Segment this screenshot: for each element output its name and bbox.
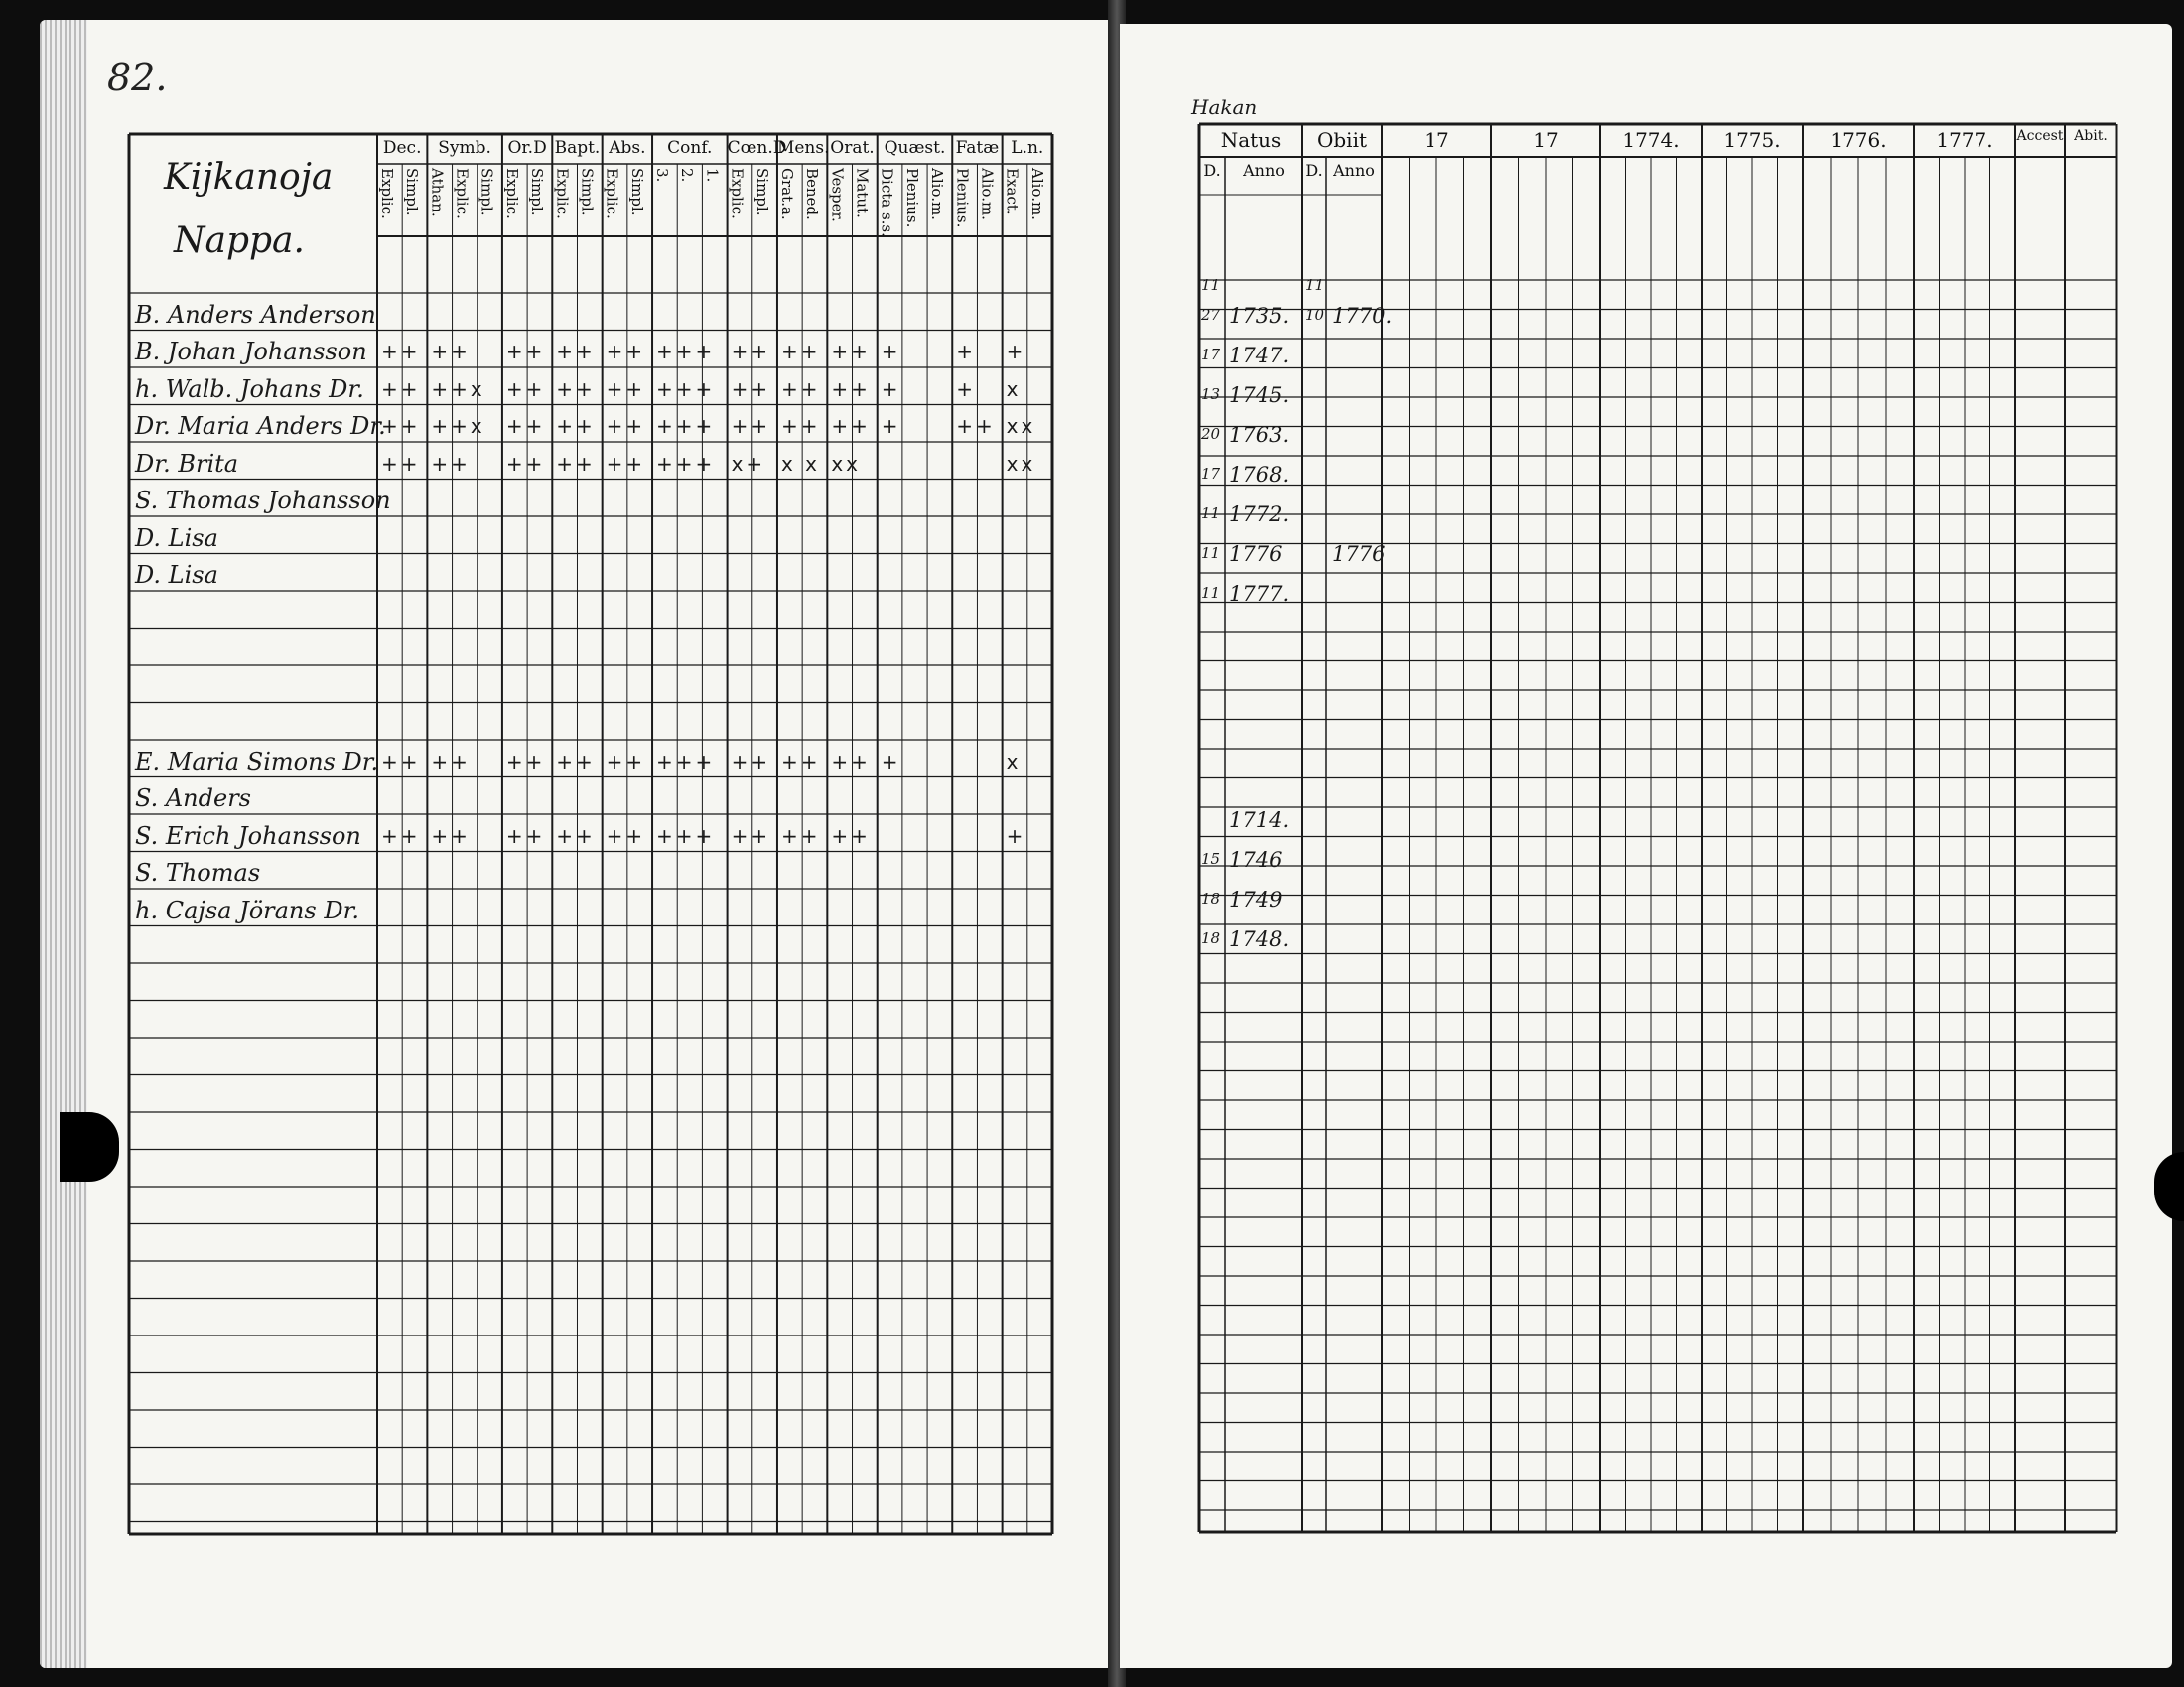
catechism-mark: x [1006,376,1022,401]
left-sub-mens-1: Bened. [803,168,822,220]
natus-year: 1714. [1229,808,1290,832]
left-header-ord: Or.D [507,138,547,158]
left-header-ln: L.n. [1011,138,1044,158]
left-sub-symb-0: Athan. [428,168,447,217]
left-sub-orat-1: Matut. [853,168,872,218]
natus-day: 13 [1201,385,1221,403]
natus-day: 15 [1201,850,1221,868]
right-header-label: 17 [1424,128,1449,152]
right-header-label: 1776. [1830,128,1887,152]
right-sub-anno: Anno [1243,161,1285,180]
left-sub-ln-1: Alio.m. [1027,168,1046,220]
catechism-mark: +++ [656,414,716,438]
catechism-mark: ++ [780,340,821,363]
natus-day: 27 [1201,306,1221,324]
right-header-label: 1775. [1723,128,1781,152]
natus-year: 1735. [1229,304,1290,328]
catechism-mark: ++ [505,749,546,773]
left-sub-bapt-1: Simpl. [578,168,597,216]
person-name: D. Lisa [135,523,218,552]
person-name: E. Maria Simons Dr. [135,747,379,775]
right-header-label: 17 [1533,128,1559,152]
person-name: Dr. Brita [135,449,239,478]
catechism-mark: ++ [731,823,771,848]
catechism-mark: ++ [431,451,471,476]
left-header-mens: Mens. [776,138,830,158]
catechism-mark: ++x [431,414,485,438]
catechism-mark: ++ [731,414,771,438]
left-sub-ord-0: Explic. [502,168,521,219]
catechism-mark: ++ [431,823,471,848]
right-top-note: Hakan [1191,95,1258,119]
right-header-label: Accest [2016,128,2064,144]
catechism-mark: + [1006,823,1026,848]
catechism-mark: ++x [431,376,485,401]
catechism-mark: ++ [381,749,421,773]
left-sub-dec-1: Simpl. [403,168,422,216]
left-sub-symb-2: Simpl. [478,168,496,216]
natus-day: 18 [1201,929,1221,947]
catechism-mark: + [881,749,901,773]
catechism-mark: ++ [606,451,646,476]
catechism-mark: ++ [505,376,546,401]
catechism-mark: +++ [656,823,716,848]
right-header-label: 1777. [1936,128,1993,152]
left-sub-abs-1: Simpl. [627,168,646,216]
catechism-mark: ++ [381,823,421,848]
left-header-bapt: Bapt. [554,138,601,158]
catechism-mark: ++ [505,823,546,848]
natus-year: 1745. [1229,383,1290,407]
natus-year: 1747. [1229,344,1290,367]
person-name: B. Johan Johansson [135,338,367,365]
catechism-mark: ++ [556,451,596,476]
natus-year: 1749 [1229,888,1283,912]
catechism-mark: ++ [556,340,596,363]
catechism-mark: + [881,340,901,363]
left-sub-symb-1: Explic. [453,168,472,219]
right-sub-day: D. [1305,161,1323,180]
left-sub-mens-0: Grat.a. [777,168,796,220]
catechism-mark: ++ [606,749,646,773]
left-header-abs: Abs. [609,138,646,158]
left-header-quaest: Quæst. [884,138,946,158]
left-header-symb: Symb. [438,138,491,158]
natus-year: 1768. [1229,463,1290,487]
left-sub-abs-0: Explic. [603,168,621,219]
left-sub-ln-0: Exact. [1003,168,1022,215]
left-sub-conf-1: 2. [678,168,697,183]
catechism-mark: ++ [831,749,871,773]
left-sub-quaest-1: Plenius. [902,168,921,228]
obiit-day: 10 [1305,306,1325,324]
left-sub-fata-1: Alio.m. [978,168,997,220]
right-header-label: 1774. [1622,128,1680,152]
left-sub-fata-0: Plenius. [953,168,972,228]
obiit-year: 1770. [1332,304,1393,328]
catechism-mark: ++ [606,414,646,438]
obiit-year: 1776 [1332,542,1386,566]
catechism-mark: +++ [656,340,716,363]
catechism-mark: +++ [656,376,716,401]
catechism-mark: ++ [780,823,821,848]
catechism-mark: + [1006,340,1026,363]
natus-day: 11 [1201,544,1221,562]
catechism-mark: ++ [780,749,821,773]
catechism-mark: ++ [556,376,596,401]
left-sub-bapt-0: Explic. [553,168,572,219]
catechism-mark: ++ [831,414,871,438]
left-header-fata: Fatæ [955,138,1000,158]
person-name: B. Anders Anderson [135,300,376,329]
person-name: h. Cajsa Jörans Dr. [135,896,360,924]
catechism-mark: ++ [381,376,421,401]
natus-year: 1763. [1229,423,1290,447]
natus-year: 1746 [1229,848,1283,872]
right-header-label: Natus [1220,128,1282,152]
natus-year: 1776 [1229,542,1283,566]
person-name: D. Lisa [135,561,218,589]
catechism-mark: ++ [831,823,871,848]
catechism-mark: ++ [556,823,596,848]
catechism-mark: ++ [731,376,771,401]
catechism-mark: ++ [731,340,771,363]
natus-day: 18 [1201,890,1221,908]
village-name-line-2: Nappa. [174,220,305,261]
left-sub-dec-0: Explic. [378,168,396,219]
natus-day: 17 [1201,465,1221,483]
catechism-mark: + [881,414,901,438]
catechism-mark: ++ [381,451,421,476]
left-header-cond: Cœn.D [727,138,787,158]
catechism-mark: ++ [556,749,596,773]
left-sub-cond-1: Simpl. [752,168,771,216]
catechism-mark: ++ [505,451,546,476]
catechism-mark: ++ [606,376,646,401]
catechism-mark: x x [780,451,820,476]
person-name: S. Thomas Johansson [135,487,391,514]
natus-day: 11 [1201,584,1221,602]
natus-year: 1772. [1229,502,1290,526]
catechism-mark: ++ [505,414,546,438]
left-sub-quaest-0: Dicta s.s. [878,168,896,237]
left-sub-conf-2: 1. [703,168,722,183]
catechism-mark: ++ [505,340,546,363]
catechism-mark: ++ [606,340,646,363]
catechism-mark: + [956,376,977,401]
catechism-mark: xx [1006,414,1036,438]
natus-day: 11 [1201,276,1221,294]
right-header-label: Obiit [1316,128,1368,152]
person-name: h. Walb. Johans Dr. [135,374,364,403]
left-header-orat: Orat. [830,138,875,158]
catechism-mark: xx [1006,451,1036,476]
catechism-mark: ++ [780,414,821,438]
left-header-dec: Dec. [382,138,422,158]
right-sub-anno: Anno [1333,161,1375,180]
catechism-mark: x [1006,749,1022,773]
catechism-mark: ++ [731,749,771,773]
person-name: S. Thomas [135,859,261,887]
catechism-mark: ++ [956,414,996,438]
natus-year: 1748. [1229,927,1290,951]
right-sub-day: D. [1203,161,1221,180]
catechism-mark: ++ [831,340,871,363]
catechism-mark: x+ [731,451,766,476]
catechism-mark: + [881,376,901,401]
left-sub-conf-0: 3. [653,168,672,183]
catechism-mark: ++ [381,414,421,438]
obiit-day: 11 [1305,276,1325,294]
page-number: 82. [107,56,168,99]
catechism-mark: ++ [431,749,471,773]
left-sub-orat-0: Vesper. [828,168,847,222]
natus-day: 17 [1201,346,1221,363]
natus-day: 11 [1201,504,1221,522]
catechism-mark: ++ [381,340,421,363]
catechism-mark: +++ [656,749,716,773]
natus-year: 1777. [1229,582,1290,606]
person-name: S. Anders [135,784,251,812]
catechism-mark: xx [831,451,861,476]
left-sub-quaest-2: Alio.m. [928,168,947,220]
catechism-mark: ++ [780,376,821,401]
natus-day: 20 [1201,425,1221,443]
person-name: Dr. Maria Anders Dr. [135,412,386,440]
catechism-mark: ++ [431,340,471,363]
catechism-mark: ++ [556,414,596,438]
left-sub-ord-1: Simpl. [528,168,547,216]
right-header-label: Abit. [2074,128,2108,144]
catechism-mark: +++ [656,451,716,476]
person-name: S. Erich Johansson [135,821,361,850]
left-sub-cond-0: Explic. [728,168,747,219]
catechism-mark: ++ [831,376,871,401]
catechism-mark: + [956,340,977,363]
catechism-mark: ++ [606,823,646,848]
left-header-conf: Conf. [667,138,713,158]
village-name-line-1: Kijkanoja [164,157,334,198]
